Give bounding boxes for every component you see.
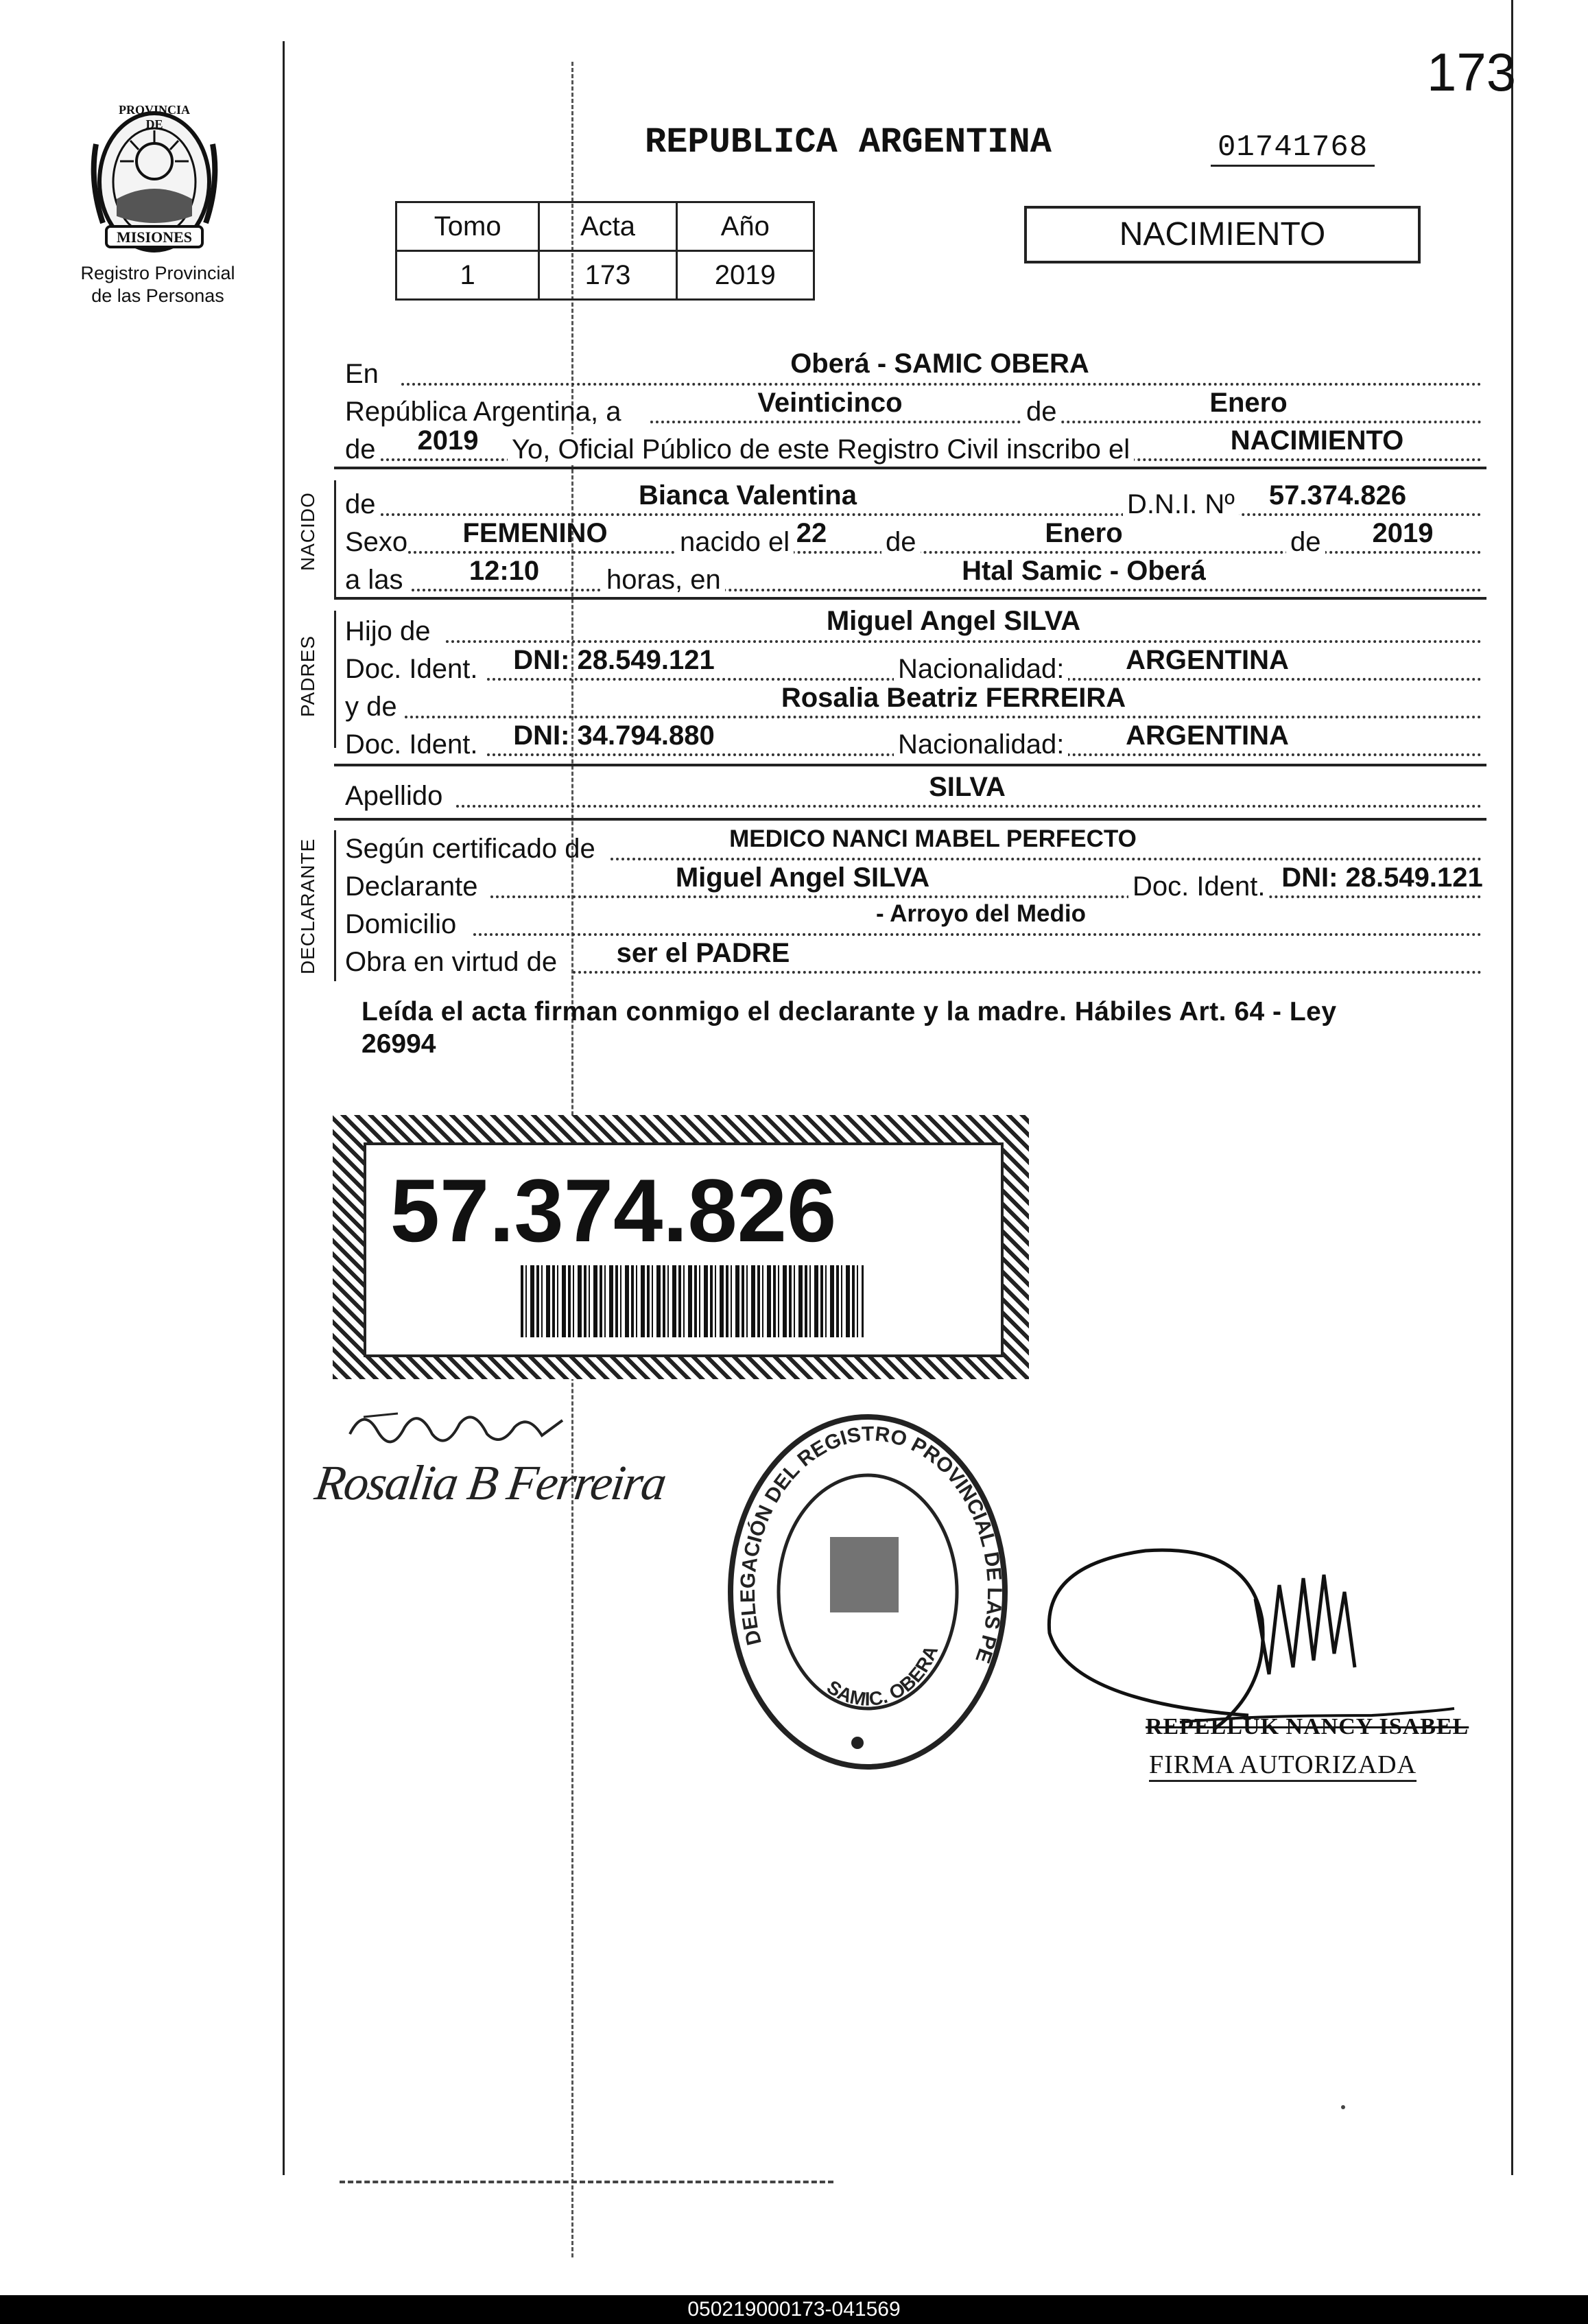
value-lugar: Oberá - SAMIC OBERA — [790, 349, 1089, 379]
logo-bottom-text: MISIONES — [116, 228, 193, 246]
closing-text-line2: 26994 — [362, 1029, 436, 1059]
record-table — [395, 201, 815, 301]
value-anio: 2019 — [417, 425, 479, 456]
value-dni: 57.374.826 — [1268, 480, 1407, 510]
value-dia-nac: 22 — [796, 518, 827, 548]
table-header-acta: Acta — [539, 202, 676, 251]
dots — [573, 971, 1482, 974]
label-hijo-de: Hijo de — [345, 616, 431, 646]
value-declarante: Miguel Angel SILVA — [675, 862, 930, 893]
registry-name-line2: de las Personas — [91, 285, 224, 306]
value-padre-dni: DNI: 28.549.121 — [513, 645, 715, 675]
value-mes: Enero — [1209, 388, 1288, 418]
official-seal — [717, 1407, 1019, 1777]
label-republica: República Argentina, a — [345, 397, 621, 427]
seal-bottom-text: SAMIC. OBERA — [822, 1642, 943, 1711]
registry-name-line1: Registro Provincial — [80, 263, 235, 283]
left-margin-line — [283, 41, 285, 2175]
value-certificado: MEDICO NANCI MABEL PERFECTO — [729, 825, 1137, 852]
province-logo — [75, 103, 233, 261]
label-de-nombre: de — [345, 489, 376, 519]
serial-number: 01741768 — [1211, 130, 1375, 167]
dots — [650, 421, 1482, 423]
label-obra: Obra en virtud de — [345, 947, 558, 977]
right-margin-line — [1511, 0, 1513, 2175]
label-en: En — [345, 359, 379, 389]
authorized-signature-graphic — [1043, 1510, 1489, 1784]
value-anio-nac: 2019 — [1372, 518, 1434, 548]
authorized-signature — [1043, 1510, 1489, 1784]
dots — [405, 716, 1482, 718]
closing-text-line1: Leída el acta firman conmigo el declarante y la madre. Hábiles Art. 64 - Ley — [362, 997, 1337, 1026]
table-value-anio: 2019 — [676, 251, 814, 300]
signature-stamp-name: REPELLUK NANCY ISABEL — [1146, 1714, 1469, 1739]
label-domicilio: Domicilio — [345, 909, 457, 939]
label-yo-oficial: Yo, Oficial Público de este Registro Civil inscribo el — [508, 434, 1134, 465]
label-horas-en: horas, en — [602, 565, 725, 596]
svg-text:DELEGACIÓN DEL REGISTRO PROVIN — [717, 1407, 1006, 1666]
label-dni: D.N.I. Nº — [1123, 489, 1239, 520]
seal-graphic — [717, 1407, 1019, 1777]
section-divider — [334, 764, 1486, 766]
dots — [611, 858, 1482, 860]
logo-top-text: PROVINCIA DE — [118, 103, 190, 131]
value-obra: ser el PADRE — [616, 938, 790, 968]
document-title: REPUBLICA ARGENTINA — [645, 122, 1052, 163]
label-nacionalidad: Nacionalidad: — [894, 654, 1068, 685]
section-label-declarante: DECLARANTE — [297, 838, 318, 974]
value-padre-nac: ARGENTINA — [1126, 645, 1289, 675]
label-segun: Según certificado de — [345, 834, 595, 864]
label-de-anio2: de — [1286, 527, 1325, 558]
dots — [473, 933, 1482, 936]
signature-stamp-title: FIRMA AUTORIZADA — [1149, 1750, 1417, 1782]
bottom-dot — [1341, 2105, 1345, 2109]
table-value-acta: 173 — [539, 251, 676, 300]
label-apellido: Apellido — [345, 781, 443, 811]
value-madre-dni: DNI: 34.794.880 — [513, 720, 715, 751]
label-de-anio: de — [345, 434, 376, 465]
dots — [401, 383, 1482, 386]
value-sexo: FEMENINO — [462, 518, 608, 548]
section-label-nacido: NACIDO — [297, 492, 318, 571]
footer-bar — [0, 2295, 1588, 2324]
section-divider — [334, 597, 1486, 600]
label-a-las: a las — [345, 565, 403, 595]
table-value-tomo: 1 — [396, 251, 539, 300]
label-sexo: Sexo — [345, 527, 408, 557]
label-y-de: y de — [345, 692, 397, 722]
section-bracket — [334, 480, 336, 597]
certificate-type-box: NACIMIENTO — [1024, 206, 1421, 263]
section-divider — [334, 467, 1486, 469]
dni-stamp-inner — [364, 1142, 1004, 1357]
page-number: 173 — [1427, 42, 1517, 102]
section-bracket — [334, 611, 336, 748]
table-header-anio: Año — [676, 202, 814, 251]
dni-barcode — [521, 1265, 864, 1337]
value-hora: 12:10 — [469, 556, 540, 586]
dni-stamp-number: 57.374.826 — [390, 1160, 837, 1260]
label-nacionalidad2: Nacionalidad: — [894, 729, 1068, 760]
dots — [490, 895, 1482, 898]
dots — [412, 589, 1482, 591]
seal-top-text: DELEGACIÓN DEL REGISTRO PROVINCIAL DE LAS PE — [736, 1422, 1006, 1666]
dots — [456, 805, 1482, 808]
label-doc-ident3: Doc. Ident. — [1128, 871, 1269, 902]
value-domicilio: - Arroyo del Medio — [876, 900, 1086, 927]
label-de-mes: de — [1022, 397, 1061, 427]
value-mes-nac: Enero — [1045, 518, 1123, 548]
signature-2-text: Rosalia B Ferreira — [311, 1455, 669, 1510]
section-label-padres: PADRES — [297, 635, 318, 717]
svg-text:SAMIC. OBERA — [823, 1643, 942, 1710]
label-doc-ident: Doc. Ident. — [345, 654, 478, 684]
dni-stamp — [333, 1115, 1029, 1379]
value-lugar-nac: Htal Samic - Oberá — [962, 556, 1206, 586]
value-padre: Miguel Angel SILVA — [826, 606, 1081, 636]
section-divider — [334, 818, 1486, 821]
footer-code: 050219000173-041569 — [687, 2298, 901, 2321]
label-doc-ident2: Doc. Ident. — [345, 729, 478, 760]
dots — [381, 513, 1482, 516]
value-madre-nac: ARGENTINA — [1126, 720, 1289, 751]
value-dia-letras: Veinticinco — [757, 388, 903, 418]
label-declarante: Declarante — [345, 871, 478, 902]
label-nacido-el: nacido el — [676, 527, 794, 558]
dots — [446, 640, 1482, 643]
handwritten-signature-2 — [311, 1455, 669, 1512]
value-madre: Rosalia Beatriz FERREIRA — [781, 683, 1126, 713]
value-declarante-dni: DNI: 28.549.121 — [1281, 862, 1483, 893]
bottom-dashes — [340, 2181, 833, 2183]
value-nombre: Bianca Valentina — [639, 480, 857, 510]
table-header-tomo: Tomo — [396, 202, 539, 251]
value-apellido: SILVA — [929, 772, 1006, 802]
label-de-dia: de — [881, 527, 921, 558]
section-bracket — [334, 830, 336, 981]
value-acto: NACIMIENTO — [1230, 425, 1404, 456]
